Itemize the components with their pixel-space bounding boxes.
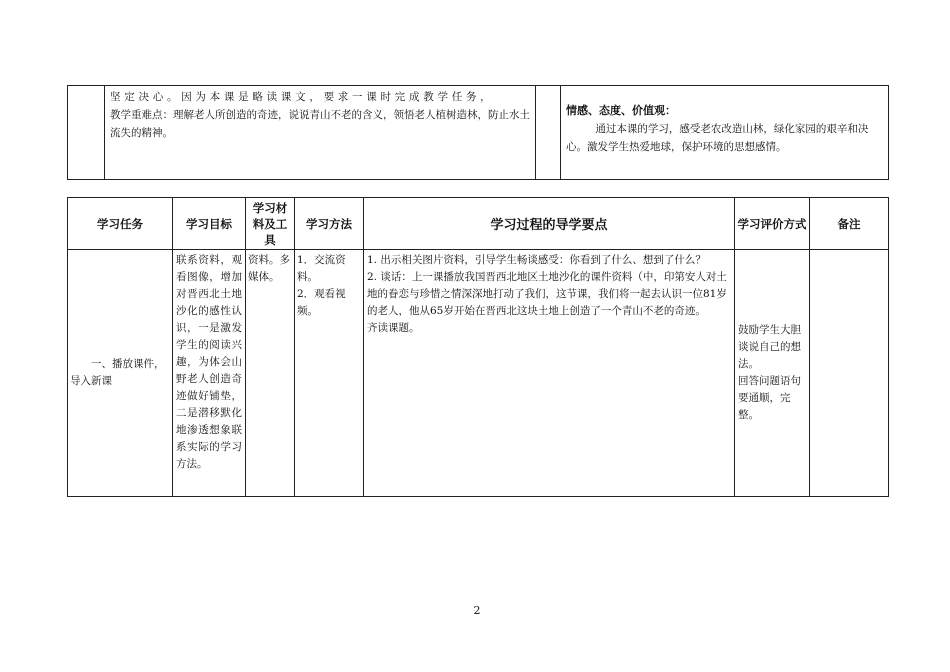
objectives-right-cell	[561, 86, 889, 180]
header-goal: 学习目标	[173, 198, 246, 250]
row1-goal: 联系资料，观看图像，增加对晋西北土地沙化的感性认识，一是激发学生的阅读兴趣，为体会山野老人创造奇迹做好铺垫，二是潜移默化地渗透想象联系实际的学习方法。	[173, 250, 246, 497]
header-process: 学习过程的导学要点	[364, 198, 735, 250]
learning-process-table	[67, 197, 889, 497]
row1-process: 1. 出示相关图片资料，引导学生畅谈感受：你看到了什么、想到了什么？ 2. 谈话：上一课播放我国晋西北地区土地沙化的课件资料（中，印第安人对土地的眷恋与珍惜之情深深地打动了我们，这节课，我们将一起去认识一位81岁的老人，他从65岁开始在晋西北这块土地上创造了一个青山不老的奇迹。 齐读课题。	[364, 250, 735, 497]
row1-materials: 资料。多媒体。	[246, 250, 295, 497]
row1-task: 一、播放课件，导入新课	[68, 250, 173, 497]
emotion-attitude-text: 通过本课的学习，感受老农改造山林，绿化家园的艰辛和决心。激发学生热爱地球，保护环境的思想感情。	[566, 123, 869, 153]
header-task: 学习任务	[68, 198, 173, 250]
header-materials: 学习材 料及工 具	[246, 198, 295, 250]
objectives-left-line1: 坚 定 决 心 。 因 为 本 课 是 略 读 课 文 ， 要 求 一 课 时 完 成 教 学 任 务 ，	[110, 91, 491, 103]
row1-method: 1．交流资料。 2．观看视频。	[295, 250, 364, 497]
page-number: 2	[473, 604, 481, 617]
objectives-blank-cell	[68, 86, 105, 180]
objectives-key-points: 教学重难点：理解老人所创造的奇迹，说说青山不老的含义，领悟老人植树造林，防止水土流失的精神。	[110, 109, 530, 139]
row1-notes	[810, 250, 889, 497]
emotion-attitude-heading: 情感、态度、价值观：	[566, 104, 676, 117]
objectives-spacer-cell	[536, 86, 561, 180]
table-row	[68, 250, 889, 497]
header-notes: 备注	[810, 198, 889, 250]
objectives-table	[67, 85, 889, 180]
header-method: 学习方法	[295, 198, 364, 250]
header-evaluation: 学习评价方式	[735, 198, 810, 250]
row1-evaluation: 鼓励学生大胆谈说自己的想法。 回答问题语句要通顺，完整。	[735, 250, 810, 497]
objectives-left-cell	[105, 86, 536, 180]
